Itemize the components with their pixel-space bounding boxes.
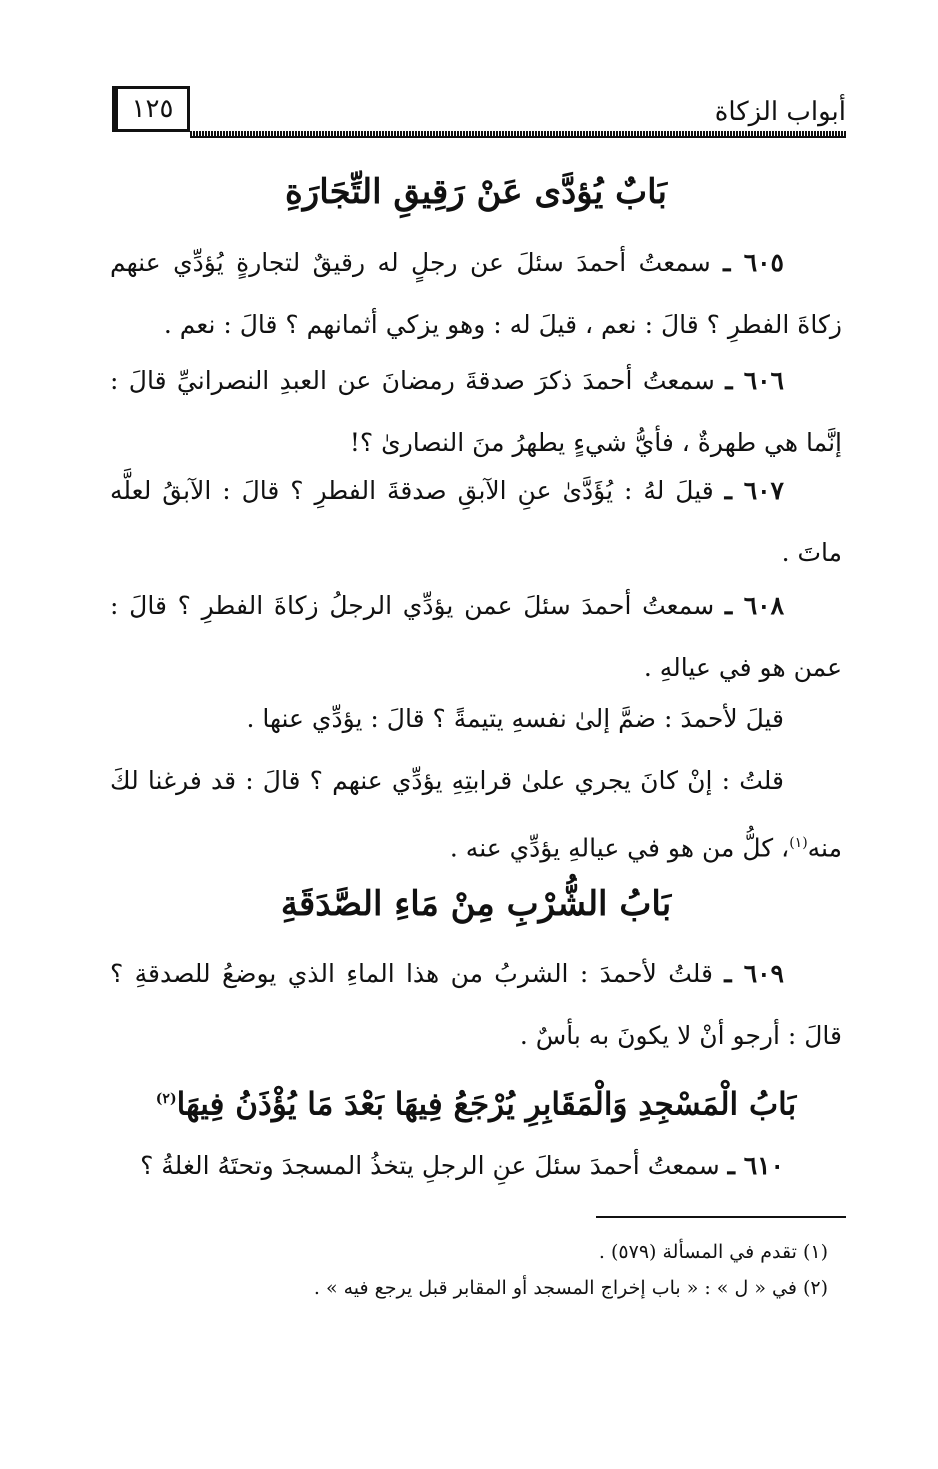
heading-text: بَابُ الْمَسْجِدِ وَالْمَقَابِرِ يُرْجَعُ فِيهَا بَعْدَ مَا يُؤْذَنُ فِيهَا: [176, 1086, 797, 1123]
running-title: أبواب الزكاة: [714, 97, 846, 127]
paragraph-606: [110, 350, 842, 474]
footnote-2: (٢) في « ل » : « باب إخراج المسجد أو المقابر قبل يرجع فيه » .: [313, 1277, 828, 1299]
paragraph-number: ٦٠٥ ـ: [723, 248, 784, 277]
paragraph-607: [110, 460, 842, 584]
paragraph-610: [110, 1135, 842, 1197]
paragraph-text: سمعتُ أحمدَ سئلَ عن رجلٍ له رقيقٌ لتجارةٍ يُؤدِّي عنهم زكاةَ الفطرِ ؟ قالَ : نعم ، قيلَ له : وهو يزكي أثمانهم ؟ قالَ : نعم .: [110, 248, 842, 339]
page-number: ١٢٥: [112, 86, 190, 132]
paragraph-609: [110, 943, 842, 1067]
footnote-ref-2: (٢): [155, 1091, 177, 1107]
paragraph-608-answer: [110, 750, 842, 879]
paragraph-text: ، كلُّ من هو في عيالهِ يؤدِّي عنه .: [449, 833, 790, 863]
paragraph-text: سمعتُ أحمدَ سئلَ عمن يؤدِّي الرجلُ زكاةَ الفطرِ ؟ قالَ : عمن هو في عيالهِ .: [110, 591, 842, 682]
header-rule: [190, 131, 846, 138]
paragraph-605: [110, 232, 842, 356]
paragraph-text: قيلَ لهُ : يُؤَدَّىٰ عنِ الآبقِ صدقةَ الفطرِ ؟ قالَ : الآبقُ لعلَّه ماتَ .: [110, 476, 842, 567]
paragraph-number: ٦٠٧ ـ: [724, 476, 784, 505]
section-heading-3: [110, 1075, 842, 1128]
paragraph-text: قلتُ لأحمدَ : الشربُ من هذا الماءِ الذي يوضعُ للصدقةِ ؟ قالَ : أرجو أنْ لا يكونَ به بأسٌ .: [110, 959, 842, 1050]
paragraph-number: ٦٠٩ ـ: [724, 959, 784, 988]
paragraph-608-question: قيلَ لأحمدَ : ضمَّ إلىٰ نفسهِ يتيمةً ؟ قالَ : يؤدِّي عنها .: [246, 704, 784, 733]
paragraph-number: ٦١٠ ـ: [727, 1151, 784, 1180]
paragraph-608: [110, 575, 842, 699]
footnote-1: (١) تقدم في المسألة (٥٧٩) .: [598, 1241, 828, 1263]
section-heading-2: بَابُ الشُّرْبِ مِنْ مَاءِ الصَّدَقَةِ: [280, 884, 672, 924]
footnote-rule: [596, 1216, 846, 1218]
footnote-ref-1: (١): [789, 835, 808, 851]
section-heading-1: بَابٌ يُؤدَّى عَنْ رَقِيقِ التِّجَارَةِ: [284, 172, 668, 212]
paragraph-number: ٦٠٦ ـ: [725, 366, 784, 395]
paragraph-text: قلتُ : إنْ كانَ يجري علىٰ قرابتِهِ يؤدِّي عنهم ؟ قالَ : قد فرغنا لكَ منه: [110, 766, 842, 863]
paragraph-text: سمعتُ أحمدَ سئلَ عنِ الرجلِ يتخذُ المسجدَ وتحتَهُ الغلةُ ؟: [140, 1151, 728, 1180]
paragraph-text: سمعتُ أحمدَ ذكرَ صدقةَ رمضانَ عن العبدِ النصرانيِّ قالَ : إنَّما هي طهرةٌ ، فأيُّ شيءٍ يطهرُ منَ النصارىٰ ؟!: [110, 366, 842, 457]
paragraph-number: ٦٠٨ ـ: [724, 591, 785, 620]
